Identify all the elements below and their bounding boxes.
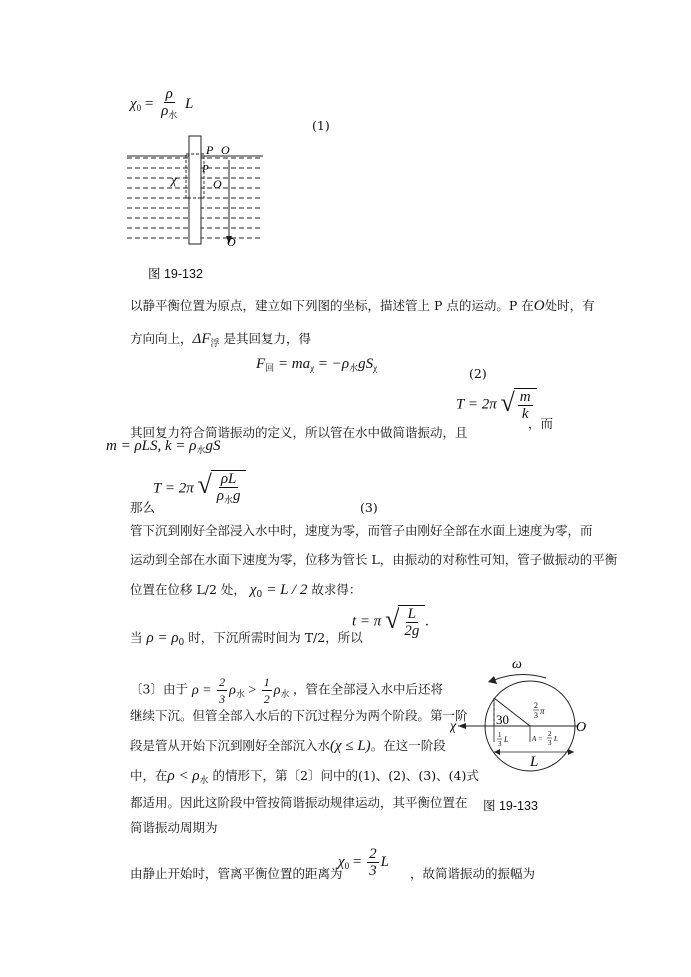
paragraph-6 xyxy=(130,866,343,882)
label-O-bot: O xyxy=(227,235,236,249)
eq1-equals: = xyxy=(144,95,154,112)
figure-19-132-caption: 图 19-132 xyxy=(148,267,203,281)
eq1-den-rho: ρ xyxy=(161,103,169,119)
para5-rho-w2-sub: 水 xyxy=(280,688,290,699)
para5-rho: ρ = xyxy=(191,682,212,698)
rotation-arrow xyxy=(494,674,546,680)
eq2-rho-sub: 水 xyxy=(349,363,359,373)
mass-stiffness-formula xyxy=(106,438,221,456)
para5-line4-cond-sub: 水 xyxy=(199,776,209,786)
para5-rho-w2: ρ xyxy=(273,682,281,698)
para6-den: 3 xyxy=(369,863,377,879)
label-P2: P xyxy=(202,163,209,175)
label-A: A = xyxy=(532,735,543,743)
paragraph-5-line2: 继续下沉。但管全部入水后的下沉过程分为两个阶段。第一阶 xyxy=(130,708,468,723)
label-chi: χ xyxy=(450,719,457,734)
para4-cond: ρ = ρ xyxy=(146,630,179,646)
para2-m-tail: gS xyxy=(205,438,221,454)
label-L-big: L xyxy=(530,754,539,770)
para5-gt: > xyxy=(248,682,257,698)
eq2-ma: = ma xyxy=(277,356,311,372)
para4-mid: 时，下沉所需时间为 T/2，所以 xyxy=(188,630,363,645)
label-P: P xyxy=(206,143,214,157)
eq1-den-sub: 水 xyxy=(168,110,178,120)
label-chi: χ xyxy=(171,172,177,187)
para2-T-num: m xyxy=(519,389,531,405)
eq1-lhs: χ xyxy=(130,95,137,112)
eq2-gS-sub: χ xyxy=(373,363,378,373)
figure-19-133 xyxy=(450,654,600,789)
para1-line2-start: 方向向上， xyxy=(130,331,193,346)
rotation-arrowhead xyxy=(488,676,497,684)
para1-deltaF: ΔF xyxy=(192,331,211,347)
eq2-gS: gS xyxy=(358,356,374,372)
para6-L: L xyxy=(380,853,389,870)
label-A-num: 2 xyxy=(548,730,552,738)
paragraph-2-end: ，而 xyxy=(528,416,554,431)
para5-f1-den: 3 xyxy=(219,692,226,706)
para4-t-den: 2g xyxy=(404,623,420,639)
label-angle: 30 xyxy=(496,712,509,727)
period-formula-mk xyxy=(456,388,537,422)
paragraph-3-line2: 运动到全部在水面下速度为零，位移为管长 L，由振动的对称性可知，管子做振动的平衡 xyxy=(130,552,618,567)
figure-19-132 xyxy=(125,132,265,252)
label-frac-den: 3 xyxy=(534,711,538,720)
label-third-num: 1 xyxy=(498,731,502,739)
paragraph-5-line5: 都适用。因此这阶段中管按简谐振动规律运动，其平衡位置在 xyxy=(130,795,468,810)
para5-line4-cond: ρ < ρ xyxy=(167,768,200,784)
para1-line2-end: 是其回复力，得 xyxy=(223,331,311,346)
label-L-small: L xyxy=(504,735,509,744)
para5-rho-w: ρ xyxy=(229,682,236,698)
para4-cond-sub: 0 xyxy=(178,638,185,648)
label-pi: π xyxy=(540,706,545,716)
eq1-numerator: ρ xyxy=(165,86,173,102)
paragraph-6-end: ，故简谐振动的振幅为 xyxy=(410,866,536,881)
para2-sqrt: √ $\frac{m}{k}$ xyxy=(500,388,536,422)
label-omega: ω xyxy=(512,657,522,672)
para6-chi: χ xyxy=(338,853,345,870)
para6-start: 由静止开始时，管离平衡位置的距离为 xyxy=(130,866,343,881)
para5-line3-cond: (χ ≤ L) xyxy=(330,738,371,754)
eq3-lhs: T = 2π xyxy=(153,480,194,497)
para5-line3-end: 。在这一阶段 xyxy=(370,738,446,753)
para3-chi0: χ xyxy=(249,582,257,598)
paragraph-5-line4 xyxy=(130,768,479,789)
equation-3-prefix: 那么 xyxy=(130,500,156,515)
para6-num: 2 xyxy=(369,846,377,862)
para1-line1-text: 以静平衡位置为原点，建立如下列图的坐标，描述管上 P 点的运动。P 在 xyxy=(130,298,534,313)
label-O-mid: O xyxy=(213,177,222,191)
equation-3 xyxy=(153,470,246,508)
equation-1 xyxy=(130,86,193,123)
label-O-top: O xyxy=(221,143,230,157)
para4-start: 当 xyxy=(130,630,143,645)
eq1-lhs-sub: 0 xyxy=(136,102,142,113)
para2-m-sub: 水 xyxy=(196,445,206,455)
equation-2-number: (2) xyxy=(469,366,487,381)
equation-1-number: (1) xyxy=(312,118,330,133)
para2-text: 其回复力符合简谐振动的定义，所以管在水中做简谐振动，且 xyxy=(130,425,468,440)
paragraph-1-line2 xyxy=(130,331,311,352)
equation-3-number: (3) xyxy=(360,500,378,515)
tube xyxy=(189,136,201,244)
label-third-den: 3 xyxy=(498,740,502,748)
para6-chi-sub: 0 xyxy=(344,860,350,871)
para5-line4-start: 中，在 xyxy=(130,768,168,783)
para5-f2-num: 1 xyxy=(263,675,270,689)
para4-sqrt: √ $\frac{L}{2g}$ xyxy=(385,605,425,639)
para3-line3-start: 位置在位移 L/2 处， xyxy=(130,582,246,597)
para1-O: O xyxy=(533,298,545,314)
para4-t-end: . xyxy=(425,613,430,630)
eq1-tail: L xyxy=(185,95,194,112)
paragraph-1-line1 xyxy=(130,298,595,314)
para5-inequality xyxy=(191,675,293,706)
paragraph-5-line1 xyxy=(130,674,443,707)
label-A-den: 3 xyxy=(548,739,552,747)
eq3-sqrt: √ $\frac{\rho L}{\rho_水g}$ xyxy=(197,470,246,508)
para5-rho-w-sub: 水 xyxy=(235,688,245,699)
para3-line3-end: 故求得： xyxy=(311,582,362,597)
paragraph-4 xyxy=(130,630,363,651)
chi0-formula xyxy=(338,846,389,879)
para5-line1-end: ，管在全部浸入水中后还将 xyxy=(293,681,444,697)
eq2-ma-sub: χ xyxy=(310,363,315,373)
para3-chi0-rhs: = L / 2 xyxy=(266,582,308,598)
paragraph-5-line6: 简谐振动周期为 xyxy=(130,820,218,835)
eq2-rho: = −ρ xyxy=(317,356,350,372)
para4-t-lhs: t = π xyxy=(352,613,382,630)
para5-f2-den: 2 xyxy=(263,692,270,706)
para1-deltaF-sub: 浮 xyxy=(210,339,220,349)
eq1-denominator xyxy=(159,103,179,123)
para5-line4-end: 的情形下，第〔2〕问中的(1)、(2)、(3)、(4)式 xyxy=(212,768,479,783)
para2-m-eq: m = ρLS, k = ρ xyxy=(106,438,197,454)
para5-prefix: 〔3〕由于 xyxy=(130,681,188,697)
para2-T-lhs: T = 2π xyxy=(456,396,497,413)
label-A-L: L xyxy=(554,735,558,743)
label-frac-num: 2 xyxy=(534,701,538,710)
eq3-num: ρL xyxy=(220,471,237,487)
para2-T-den: k xyxy=(521,406,529,422)
para5-f1-num: 2 xyxy=(219,675,226,689)
para5-line3-start: 段是管从开始下沉到刚好全部沉入水 xyxy=(130,738,331,753)
eq1-fraction xyxy=(159,86,179,123)
x-axis-arrow xyxy=(458,723,466,729)
eq3-den: ρ xyxy=(216,488,224,504)
para6-eq: = xyxy=(352,853,362,870)
paragraph-5-line3 xyxy=(130,738,446,754)
equation-2 xyxy=(256,356,377,374)
figure-19-133-caption: 图 19-133 xyxy=(483,799,538,813)
para1-line1-end: 处时，有 xyxy=(544,298,595,313)
eq3-den-sub: 水 xyxy=(223,495,233,505)
eq2-F: F xyxy=(256,356,266,372)
time-formula xyxy=(352,605,429,639)
label-O: O xyxy=(576,720,587,735)
paragraph-3-line3 xyxy=(130,582,361,603)
paragraph-3-line1: 管下沉到刚好全部浸入水中时，速度为零，而管子由刚好全部在水面上速度为零，而 xyxy=(130,523,593,538)
eq3-den-tail: g xyxy=(232,488,241,504)
eq2-F-sub: 回 xyxy=(265,363,275,373)
para3-chi0-sub: 0 xyxy=(256,590,263,600)
para4-t-num: L xyxy=(407,606,417,622)
